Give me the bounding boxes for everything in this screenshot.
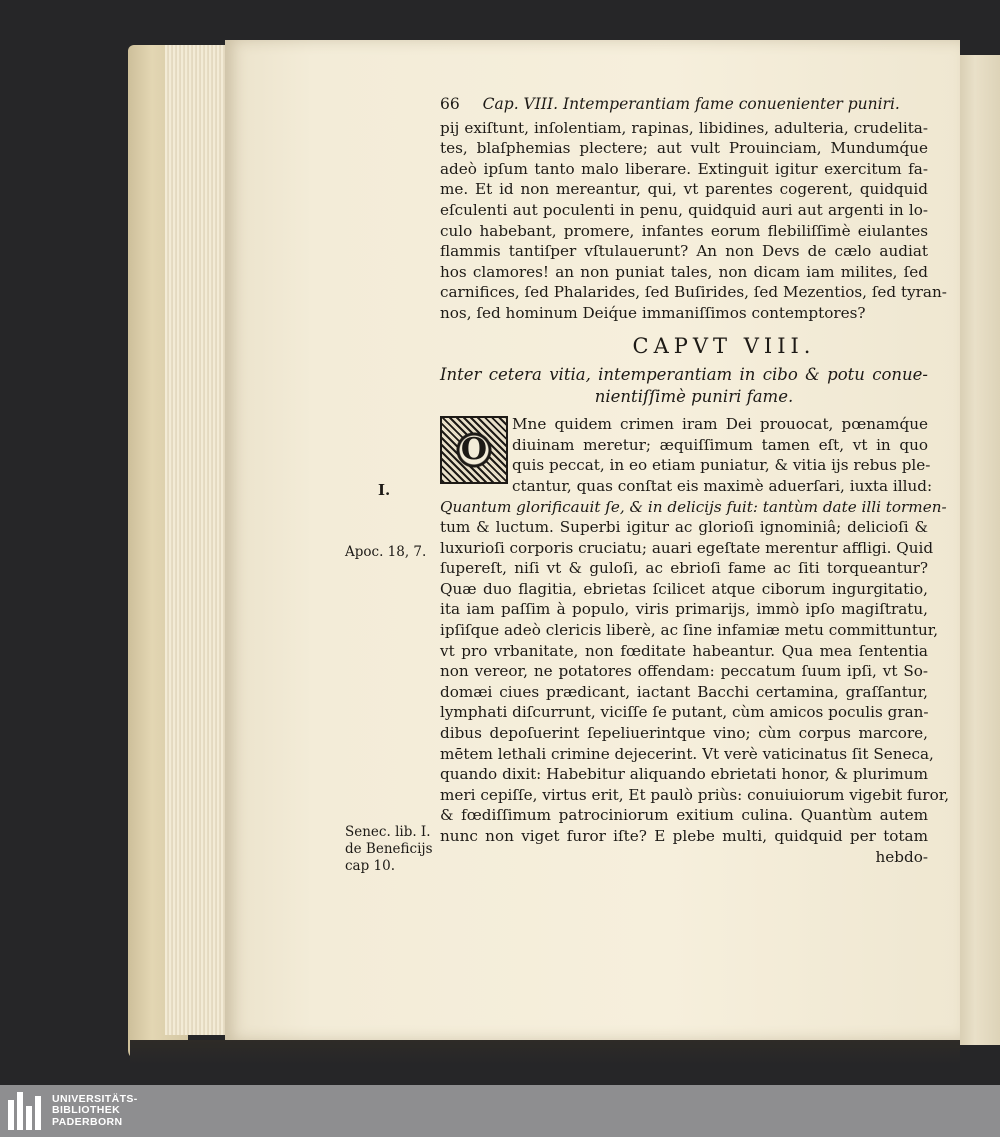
text-line: tes, blaſphemias plectere; aut vult Prouinciam, Mundumq́ue	[440, 139, 928, 158]
page-number: 66	[440, 95, 460, 113]
catchword: hebdo-	[875, 847, 928, 866]
text-line: Quæ duo flagitia, ebrietas ſcilicet atque ciborum ingurgitatio,	[440, 579, 928, 598]
text-line: flammis tantiſper vſtulauerunt? An non Devs de cælo audiat	[440, 242, 928, 261]
text-line: Mne quidem crimen iram Dei prouocat, pœnamq́ue	[512, 415, 928, 434]
logo-text-line: BIBLIOTHEK	[52, 1104, 121, 1117]
text-line: hos clamores! an non puniat tales, non dicam iam milites, ſed	[440, 262, 928, 281]
running-head	[440, 94, 928, 115]
running-head-title: Cap. VIII. Intemperantiam fame conuenienter puniri.	[482, 95, 900, 113]
text-line: domæi ciues prædicant, iactant Bacchi certamina, graſſantur,	[440, 682, 928, 701]
text-line: lymphati diſcurrunt, viciſſe ſe putant, cùm amicos poculis gran-	[440, 703, 929, 722]
library-logo[interactable]	[6, 1091, 138, 1131]
text-line: nos, ſed hominum Deiq́ue immaniſſimos contemptores?	[440, 303, 866, 322]
body-paragraph	[440, 497, 950, 868]
text-column	[440, 94, 950, 867]
margin-section-number: I.	[378, 481, 391, 499]
text-line: vt pro vrbanitate, non fœditate habeantur. Qua mea ſententia	[440, 641, 928, 660]
text-line: non vereor, ne potatores offendam: peccatum ſuum ipſi, vt So-	[440, 662, 928, 681]
text-line: mētem lethali crimine dejecerint. Vt verè vaticinatus ſit Seneca,	[440, 744, 934, 763]
text-line: ctantur, quas conſtat eis maximè aduerſari, iuxta illud:	[512, 476, 933, 495]
text-line: ſupereſt, niſi vt & guloſi, ac ebrioſi fame ac ſiti torqueantur?	[440, 559, 928, 578]
opening-paragraph	[440, 414, 933, 496]
subtitle-line: nientiſſimè puniri fame.	[594, 387, 794, 407]
text-line: culo habebant, promere, infantes eorum flebiliſſimè eiulantes	[440, 221, 928, 240]
text-line: eſculenti aut poculenti in penu, quidquid auri aut argenti in lo-	[440, 200, 928, 219]
text-line: & fœdiſſimum patrociniorum exitium culina. Quantùm autem	[440, 806, 928, 825]
margin-apoc-reference: Apoc. 18, 7.	[345, 544, 427, 560]
decorated-initial	[440, 416, 508, 484]
text-line: diuinam meretur; æquiſſimum tamen eſt, vt in quo	[512, 435, 928, 454]
logo-text-line: PADERBORN	[52, 1115, 123, 1128]
initial-letter: O	[460, 431, 488, 467]
library-logo-icon	[6, 1092, 44, 1130]
text-line: meri cepiſſe, virtus erit, Et paulò priùs: conuiuiorum vigebit furor,	[440, 785, 950, 804]
text-line: tum & luctum. Superbi igitur ac glorioſi ignominiâ; delicioſi &	[440, 518, 928, 537]
margin-seneca-reference	[345, 824, 433, 875]
text-line: nunc non viget furor iſte? E plebe multi, quidquid per totam	[440, 827, 928, 845]
text-line: carnifices, ſed Phalarides, ſed Buſirides, ſed Mezentios, ſed tyran-	[440, 283, 947, 302]
text-line: ita iam paſſim à populo, viris primarijs, immò ipſo magiſtratu,	[440, 600, 928, 619]
paragraph-before-chapter	[440, 118, 947, 324]
seneca-ref-line: de Beneficijs	[345, 841, 433, 857]
text-line: pij exiſtunt, inſolentiam, rapinas, libidines, adulteria, crudelita-	[440, 118, 928, 137]
text-line: adeò ipſum tanto malo liberare. Extinguit igitur exercitum fa-	[440, 159, 928, 178]
text-line: Quantum glorificauit ſe, & in delicijs fuit: tantùm date illi tormen-	[440, 497, 947, 516]
text-line: quando dixit: Habebitur aliquando ebrietati honor, & plurimum	[440, 765, 928, 784]
chapter-heading: CAPVT VIII.	[632, 333, 816, 358]
text-line: dibus depoſuerint ſepeliuerintque vino; cùm corpus marcore,	[440, 724, 928, 743]
text-line: luxurioſi corporis cruciatu; auari egeſtate merentur affligi. Quid	[440, 538, 934, 557]
chapter-subtitle	[440, 364, 928, 408]
logo-text-line: UNIVERSITÄTS-	[52, 1092, 138, 1105]
seneca-ref-line: Senec. lib. I.	[345, 824, 431, 840]
text-line: quis peccat, in eo etiam puniatur, & vitia ijs rebus ple-	[512, 456, 931, 475]
library-footer-bar	[0, 1085, 1000, 1137]
seneca-ref-line: cap 10.	[345, 858, 396, 874]
library-logo-text	[52, 1094, 138, 1129]
book-bottom-shadow	[130, 1040, 960, 1065]
subtitle-line: Inter cetera vitia, intemperantiam in cibo & potu conue-	[440, 365, 928, 385]
text-line: ipſiſque adeò clericis liberè, ac ſine infamiæ metu committuntur,	[440, 621, 939, 640]
text-line: me. Et id non mereantur, qui, vt parentes cogerent, quidquid	[440, 180, 928, 199]
